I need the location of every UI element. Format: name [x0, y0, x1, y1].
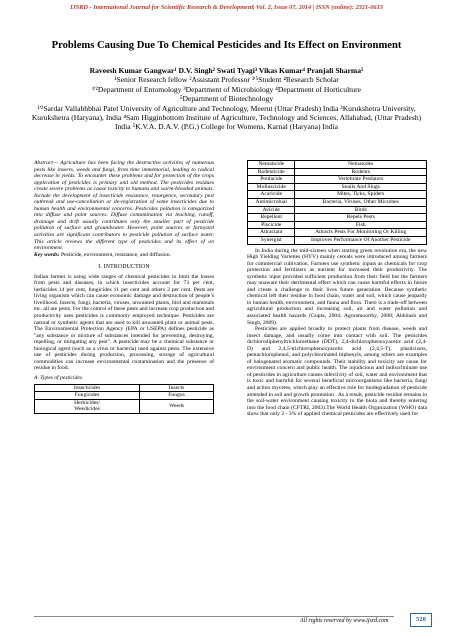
table-row — [35, 399, 214, 413]
footer-divider — [34, 616, 394, 617]
table-row — [35, 384, 214, 392]
table-row — [248, 229, 427, 237]
table-cell: Weeds — [140, 399, 214, 413]
page-number: 520 — [410, 613, 432, 627]
table-cell: Vertebrate Predators — [295, 176, 427, 184]
table-cell: Fish — [295, 221, 427, 229]
table-row — [248, 161, 427, 169]
table-cell: Fungus — [140, 392, 214, 400]
table-cell: Birds — [295, 206, 427, 214]
department-line-1: ¹'²Department of Entomology ³Department of Microbiology ⁴Department of Horticulture — [92, 84, 361, 94]
right-paragraph-2: Pesticides are applied broadly to protect plants from disease, weeds and insect damage, and usually come into contact with soil. The pesticides dichlorodiphenyltrichloroethane (DDT), 2,4-dichlorophenoxyacetic acid (2,4-D) and 2,4,5-trichlorophenoxyacetic acid (2,4,5-T), plasticizers, pentachlorophenol, and polychlorinated biphenyls, among others are examples of halogenated aromatic compounds. Their stability and toxicity are cause for environment concern and public health. The injudicious and indiscriminate use of pesticides in agriculture causes infectivity of soil, water and environment that is toxic and harmful for several beneficial microorganisms like bacteria, fungi and actino mycetes, which play an effective role for biodegradation of pesticide amended in soil and growth promotion . As a result, pesticide residue remains in the soil-water environment causing toxicity to the biota and thereby entering into the food chain (CFTRI, 2003).The World Health Organization (WHO) data show that only 2 - 3% of applied chemical pesticides are effectively used for — [247, 326, 427, 418]
table-cell: Avicide — [248, 206, 295, 214]
department-line-2: ⁵Department of Biotechnology — [179, 94, 274, 104]
pesticide-types-table-left — [34, 384, 214, 414]
table-cell: Insects — [140, 384, 214, 392]
table-row — [35, 392, 214, 400]
keywords — [34, 252, 214, 259]
paper-title: Problems Causing Due To Chemical Pesticides and Its Effect on Environment — [51, 40, 402, 51]
table-cell: Repellent — [248, 214, 295, 222]
table-caption: A. Types of pesticides — [34, 374, 83, 381]
footer-rights: All rights reserved by www.ijsrd.com — [300, 618, 389, 624]
table-row — [248, 198, 427, 206]
table-row — [248, 183, 427, 191]
table-cell: Nematodes — [295, 161, 427, 169]
table-cell: Attractant — [248, 229, 295, 237]
table-row — [248, 176, 427, 184]
table-cell: Piscicide — [248, 221, 295, 229]
table-cell: Acaricide — [248, 191, 295, 199]
table-row — [248, 221, 427, 229]
table-cell: Bacteria, Viruses, Other Microbes — [295, 198, 427, 206]
journal-header: IJSRD - International Journal for Scientific Research & Development| Vol. 2, Issue 07, 2014 | ISSN (online): 2321-0613 — [70, 4, 383, 11]
institutions: ¹'²Sardar Vallabhbhai Patel University of Agriculture and Technology, Meerut (Uttar Pradesh) India ³Kurukshetra University, Kurukshetra (Haryana), India ⁴Sam Higginbottom Institute of Agriculture, Technology and Sciences, Allahabad, (Uttar Pradesh) India ⁵K.V.A. D.A.V. (P.G.) College for Womens, Karnal (Haryana) India — [31, 103, 422, 132]
table-cell: Repels Pests — [295, 214, 427, 222]
table-row — [248, 214, 427, 222]
table-cell: Rodenticide — [248, 168, 295, 176]
affiliations — [30, 66, 423, 132]
table-cell: Attracts Pests For Monitoring Or Killing — [295, 229, 427, 237]
table-cell: Nematicide — [248, 161, 295, 169]
table-cell: Herbicides/ Weedicides — [35, 399, 140, 413]
author-roles: ¹Senior Research fellow ²Assistant Professor ³'⁵Student ⁴Research Scholar — [114, 75, 339, 85]
table-cell: Insecticides — [35, 384, 140, 392]
intro-paragraph: Indian farmer is using wide ranges of chemical pesticides to limit the losses from pests and diseases, in which insecticides account for 73 per cent, herbicides 14 per cent, fungicides 11 per cent and others 2 per cent. Pests are living organism which can cause economic damage and destruction of people’s livelihood. Insects, fungi, bacteria, viruses, unwanted plants, bird and mammals etc. all are pests. For the control of these pests and increase crop production and productivity uses pesticides is commonly employed technique. Pesticides are natural or synthetic agents that are used to kill unwanted plant or animal pests. The Environmental Protection Agency (EPA or USEPA) defines pesticide as "any substance or mixture of substances intended for preventing, destroying, repelling, or mitigating any pest". A pesticide may be a chemical substance or biological agent (such as a virus or bacteria) used against pests. The extensive use of pesticides during production, processing, storage of agricultural commodities can increase environmental contamination and the presence of residue in food. — [34, 273, 214, 372]
author-list: Raveesh Kumar Gangwar¹ D.V. Singh² Swati Tyagi³ Vikas Kumar⁴ Pranjali Sharma⁵ — [89, 66, 364, 75]
table-cell: Molluscicide — [248, 183, 295, 191]
section-heading-introduction: I. INTRODUCTION — [98, 264, 150, 271]
table-row — [248, 236, 427, 244]
table-row — [248, 168, 427, 176]
table-cell: Snails And Slugs — [295, 183, 427, 191]
left-column — [34, 160, 214, 414]
abstract-label: Abstract— — [34, 160, 58, 166]
abstract — [34, 160, 214, 252]
table-cell: Fungicides — [35, 392, 140, 400]
abstract-text: Agriculture has been facing the destructive activities of numerous pests like insects, weeds and fungi, from time immemorial, leading to radical decrease in yields. To encounter these problems and for protection of the crops application of pesticides is primary and old method. The pesticides residues create severe problems as cause toxicity to humans and warm-blooded animals. Include the development of insecticide resistance, resurgence, secondary pest outbreak and use-cancellation or de-registration of some insecticides due to human health and environmental concerns. Pesticides pollution is categorized into diffuse and point sources. Diffuse contamination via leaching, runoff, drainage and drift usually contributes only the smaller part of pesticide pollution of surface and groundwater. However, point sources or farmyard activities are significant contributors to pesticide pollution of surface water. This article reviews the different type of pesticides and its effect of on environment. — [34, 160, 214, 252]
right-paragraph-1: In India during the mid-sixteen when starting green revolution era, the new High Yielding Varieties (HYV) mainly cereals were introduced among farmers for commercial cultivation. Farmers use synthetic inputs as chemicals for crop protection and fertilizers as nutrient for increased their productivity. The synthetic input provided sufficient production from their field but the farmers may unaware their detrimental effect which can cause harmful effects in future and create a challenge to their lives future generation. Because synthetic chemical left their residue in food chain, water and soil, which cause jeopardy to human health, environment, and fauna and flora. There is a trade-off between agricultural production and increasing soil, air and water pollution and associated health hazards (Gupta, 2004; Agoramoorthy, 2008; Abhilash and Singh, 2009). — [247, 247, 427, 326]
keywords-label: Key words: — [34, 251, 60, 258]
table-cell: Synergist — [248, 236, 295, 244]
table-cell: Rodents — [295, 168, 427, 176]
table-row — [248, 206, 427, 214]
table-cell: Mites, Ticks, Spiders — [295, 191, 427, 199]
table-row — [248, 191, 427, 199]
pesticide-types-table-right — [247, 160, 427, 245]
page-footer — [0, 616, 453, 632]
right-column — [247, 160, 427, 418]
table-cell: Improves Performance Of Another Pesticide — [295, 236, 427, 244]
table-cell: Antimicrobial — [248, 198, 295, 206]
table-cell: Predacide — [248, 176, 295, 184]
keywords-text: Pesticide, environment, resistance, and diffusion. — [61, 251, 171, 258]
